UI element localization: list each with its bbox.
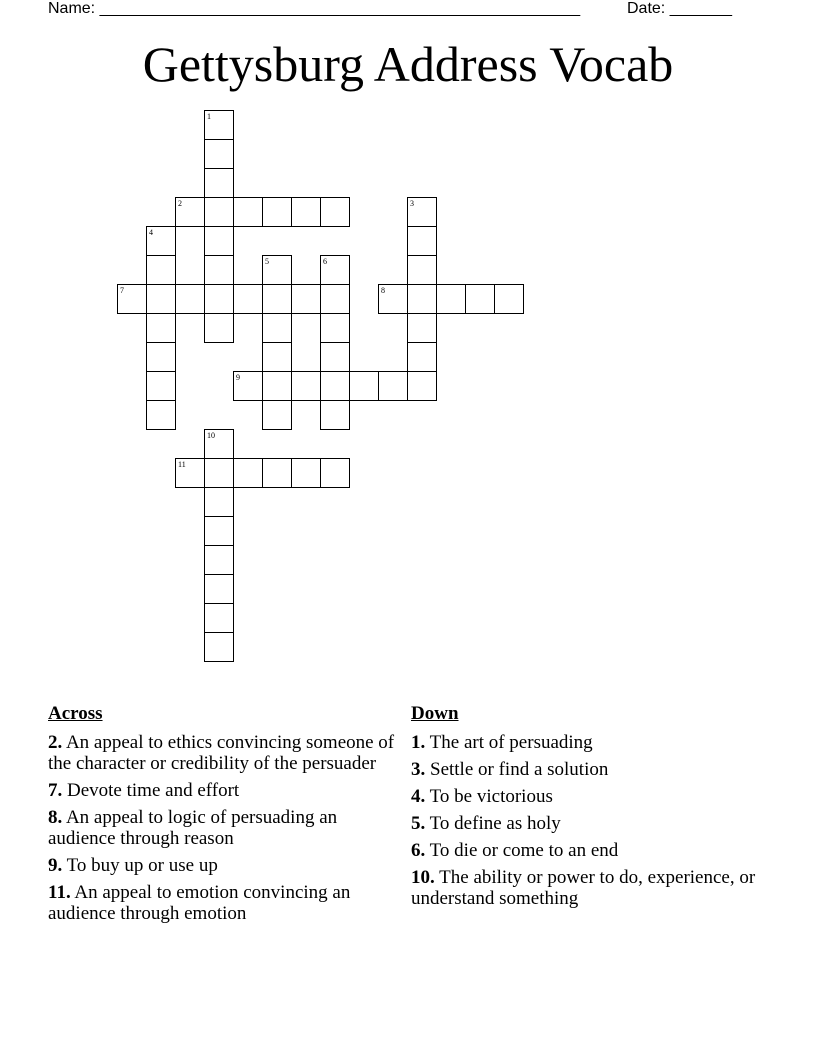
grid-cell[interactable] bbox=[146, 284, 176, 314]
grid-cell[interactable] bbox=[378, 284, 408, 314]
grid-cell[interactable] bbox=[262, 284, 292, 314]
grid-cell[interactable] bbox=[291, 458, 321, 488]
clue-down-6 bbox=[411, 840, 771, 861]
grid-cell[interactable] bbox=[407, 342, 437, 372]
clue-text: The art of persuading bbox=[425, 732, 593, 753]
clue-down-4 bbox=[411, 786, 771, 807]
clue-text: Devote time and effort bbox=[62, 780, 240, 801]
clue-across-7 bbox=[48, 780, 403, 801]
clue-text: An appeal to logic of persuading an audience through reason bbox=[48, 807, 338, 849]
grid-cell[interactable] bbox=[407, 284, 437, 314]
clue-text: To die or come to an end bbox=[425, 840, 619, 861]
clue-number: 8. bbox=[48, 807, 63, 828]
grid-cell[interactable] bbox=[320, 342, 350, 372]
grid-cell[interactable] bbox=[407, 226, 437, 256]
grid-cell[interactable] bbox=[262, 371, 292, 401]
grid-cell[interactable] bbox=[204, 458, 234, 488]
grid-cell[interactable] bbox=[320, 371, 350, 401]
grid-cell[interactable] bbox=[291, 197, 321, 227]
grid-cell[interactable] bbox=[204, 255, 234, 285]
grid-cell[interactable] bbox=[204, 139, 234, 169]
cell-number: 1 bbox=[207, 112, 211, 121]
cell-number: 2 bbox=[178, 199, 182, 208]
across-clues bbox=[48, 703, 403, 930]
grid-cell[interactable] bbox=[175, 458, 205, 488]
grid-cell[interactable] bbox=[378, 371, 408, 401]
cell-number: 6 bbox=[323, 257, 327, 266]
grid-cell[interactable] bbox=[204, 487, 234, 517]
across-heading: Across bbox=[48, 703, 103, 724]
clue-number: 9. bbox=[48, 855, 63, 876]
cell-number: 9 bbox=[236, 373, 240, 382]
grid-cell[interactable] bbox=[204, 168, 234, 198]
grid-cell[interactable] bbox=[320, 313, 350, 343]
clue-number: 7. bbox=[48, 780, 63, 801]
grid-cell[interactable] bbox=[407, 197, 437, 227]
grid-cell[interactable] bbox=[146, 226, 176, 256]
grid-cell[interactable] bbox=[349, 371, 379, 401]
grid-cell[interactable] bbox=[233, 197, 263, 227]
grid-cell[interactable] bbox=[204, 516, 234, 546]
clue-text: To buy up or use up bbox=[62, 855, 218, 876]
grid-cell[interactable] bbox=[494, 284, 524, 314]
grid-cell[interactable] bbox=[204, 313, 234, 343]
cell-number: 10 bbox=[207, 431, 215, 440]
clue-number: 6. bbox=[411, 840, 426, 861]
clue-number: 10. bbox=[411, 867, 435, 888]
grid-cell[interactable] bbox=[436, 284, 466, 314]
clue-across-9 bbox=[48, 855, 403, 876]
cell-number: 5 bbox=[265, 257, 269, 266]
cell-number: 3 bbox=[410, 199, 414, 208]
grid-cell[interactable] bbox=[146, 400, 176, 430]
clue-down-10 bbox=[411, 867, 771, 909]
page-title: Gettysburg Address Vocab bbox=[142, 36, 674, 92]
grid-cell[interactable] bbox=[320, 458, 350, 488]
grid-cell[interactable] bbox=[233, 371, 263, 401]
clue-text: The ability or power to do, experience, or understand something bbox=[411, 867, 756, 909]
grid-cell[interactable] bbox=[407, 371, 437, 401]
clue-across-2 bbox=[48, 732, 403, 774]
grid-cell[interactable] bbox=[262, 400, 292, 430]
grid-cell[interactable] bbox=[407, 313, 437, 343]
grid-cell[interactable] bbox=[204, 603, 234, 633]
clue-text: To define as holy bbox=[425, 813, 561, 834]
grid-cell[interactable] bbox=[233, 458, 263, 488]
grid-cell[interactable] bbox=[204, 632, 234, 662]
clue-across-11 bbox=[48, 882, 403, 924]
grid-cell[interactable] bbox=[320, 255, 350, 285]
clue-number: 3. bbox=[411, 759, 426, 780]
clue-down-3 bbox=[411, 759, 771, 780]
grid-cell[interactable] bbox=[204, 226, 234, 256]
grid-cell[interactable] bbox=[291, 284, 321, 314]
clue-down-5 bbox=[411, 813, 771, 834]
grid-cell[interactable] bbox=[204, 197, 234, 227]
clue-text: To be victorious bbox=[425, 786, 553, 807]
grid-cell[interactable] bbox=[175, 197, 205, 227]
grid-cell[interactable] bbox=[204, 429, 234, 459]
clue-number: 11. bbox=[48, 882, 71, 903]
clue-across-8 bbox=[48, 807, 403, 849]
grid-cell[interactable] bbox=[204, 545, 234, 575]
clue-number: 1. bbox=[411, 732, 426, 753]
grid-cell[interactable] bbox=[262, 197, 292, 227]
down-clues bbox=[411, 703, 771, 915]
clue-text: An appeal to emotion convincing an audience through emotion bbox=[48, 882, 351, 924]
clue-text: An appeal to ethics convincing someone of the character or credibility of the persuader bbox=[48, 732, 395, 774]
grid-cell[interactable] bbox=[233, 284, 263, 314]
grid-cell[interactable] bbox=[146, 342, 176, 372]
grid-cell[interactable] bbox=[465, 284, 495, 314]
grid-cell[interactable] bbox=[262, 255, 292, 285]
grid-cell[interactable] bbox=[204, 110, 234, 140]
grid-cell[interactable] bbox=[146, 371, 176, 401]
grid-cell[interactable] bbox=[146, 255, 176, 285]
cell-number: 4 bbox=[149, 228, 153, 237]
grid-cell[interactable] bbox=[262, 342, 292, 372]
grid-cell[interactable] bbox=[320, 284, 350, 314]
cell-number: 11 bbox=[178, 460, 186, 469]
grid-cell[interactable] bbox=[320, 197, 350, 227]
grid-cell[interactable] bbox=[204, 284, 234, 314]
cell-number: 8 bbox=[381, 286, 385, 295]
grid-cell[interactable] bbox=[204, 574, 234, 604]
clue-number: 5. bbox=[411, 813, 426, 834]
cell-number: 7 bbox=[120, 286, 124, 295]
grid-cell[interactable] bbox=[262, 458, 292, 488]
down-heading: Down bbox=[411, 703, 459, 724]
grid-cell[interactable] bbox=[175, 284, 205, 314]
grid-cell[interactable] bbox=[262, 313, 292, 343]
grid-cell[interactable] bbox=[407, 255, 437, 285]
clue-text: Settle or find a solution bbox=[425, 759, 609, 780]
name-field-label: Name: ______________________________________________________ bbox=[48, 0, 581, 17]
grid-cell[interactable] bbox=[117, 284, 147, 314]
grid-cell[interactable] bbox=[291, 371, 321, 401]
clue-down-1 bbox=[411, 732, 771, 753]
date-field-label: Date: _______ bbox=[627, 0, 732, 17]
clue-number: 2. bbox=[48, 732, 63, 753]
clue-number: 4. bbox=[411, 786, 426, 807]
grid-cell[interactable] bbox=[320, 400, 350, 430]
grid-cell[interactable] bbox=[146, 313, 176, 343]
